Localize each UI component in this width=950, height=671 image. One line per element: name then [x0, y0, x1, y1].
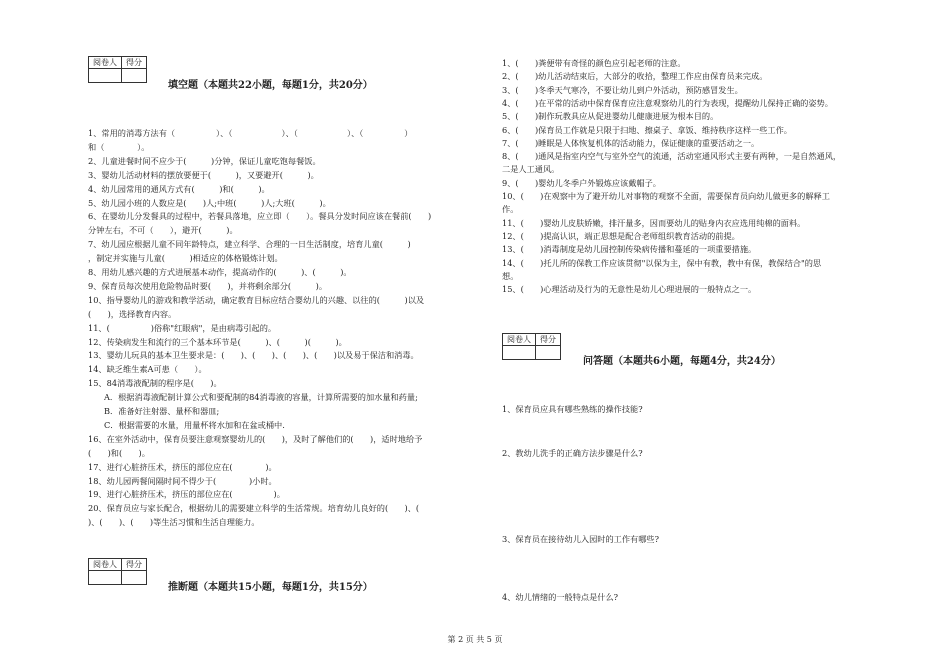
fill-question-line: 6、在婴幼儿分发餐具的过程中，若餐具落地，应立即（ ）。餐具分发时间应该在餐前( )	[88, 211, 432, 222]
fill-question-line: ，制定并实施与儿童( )相适应的体格锻炼计划。	[88, 253, 283, 264]
fill-question-line: 20、保育员应与家长配合，根据幼儿的需要建立科学的生活常规。培育幼儿良好的( )、(	[88, 503, 436, 514]
judge-question-line: 7、( )睡眠是人体恢复机体的活动能力，保证健康的重要活动之一。	[502, 137, 760, 148]
fill-question-line: 14、缺乏维生素A可患（ ）。	[88, 364, 207, 375]
judge-question-line: 12、( )提高认识，端正思想是配合老师组织教育活动的前提。	[502, 230, 740, 241]
fill-question-line: 9、保育员每次使用危险物品时要( )，并将剩余部分( )。	[88, 280, 328, 291]
section-title-qa: 问答题（本题共6小题，每题4分，共24分）	[583, 356, 781, 367]
qa-question-2: 2、教幼儿洗手的正确方法步骤是什么?	[502, 448, 643, 458]
judge-question-line: 9、( )婴幼儿冬季户外锻炼应该戴帽子。	[502, 177, 661, 188]
fill-question-line: 15、84消毒液配制的程序是( )。	[88, 378, 222, 389]
fill-question-line: 2、儿童进餐时间不应少于( )分钟，保证儿童吃饱每餐饭。	[88, 155, 321, 166]
fill-question-line: 16、在室外活动中，保育员要注意观察婴幼儿的( )，及时了解他们的( )，适时地给予	[88, 433, 423, 444]
fill-question-line: B．准备好注射器、量杯和器皿;	[104, 406, 220, 416]
reviewer-label: 阅卷人	[503, 334, 536, 346]
judge-question-line: 10、( )在观察中为了避开幼儿对事物的观察不全面，需要保育员向幼儿做更多的解释工	[502, 191, 830, 201]
judge-question-line: 11、( )婴幼儿皮肤娇嫩，排汗量多，因而要幼儿的贴身内衣应选用纯棉的面料。	[502, 217, 806, 228]
score-label: 得分	[122, 559, 147, 571]
judge-question-line: 1、( )粪便带有奇怪的颜色应引起老师的注意。	[502, 58, 686, 68]
fill-question-line: 19、进行心脏挤压术，挤压的部位应在( )。	[88, 489, 285, 500]
fill-question-line: 1、常用的消毒方法有（ ）、（ ）、（ ）、（ ）	[88, 128, 413, 138]
fill-question-line: A．根据消毒液配制计算公式和要配制的84消毒液的容量，计算所需要的加水量和药量;	[104, 392, 418, 403]
fill-question-line: 18、幼儿园两餐间隔时间不得少于( )小时。	[88, 475, 277, 486]
fill-question-line: 13、婴幼儿玩具的基本卫生要求是：( )、( )、( )、( )以及易于保洁和消毒。	[88, 350, 419, 361]
judge-question-line: 2、( )幼儿活动结束后，大部分的收拾，整理工作应由保育员来完成。	[502, 71, 768, 82]
fill-question-line: 7、幼儿园应根据儿童不同年龄特点，建立科学、合理的一日生活制度，培育儿童( )	[88, 239, 411, 250]
judge-question-line: 4、( )在平常的活动中保育保育应注意观察幼儿的行为表现，提醒幼儿保持正确的姿势。	[502, 97, 833, 108]
qa-question-1: 1、保育员应具有哪些熟练的操作技能?	[502, 404, 643, 414]
fill-question-line: 8、用幼儿感兴趣的方式进展基本动作，提高动作的( )、( )。	[88, 267, 352, 277]
judge-question-line: 想。	[502, 270, 519, 281]
score-box-judge	[88, 558, 147, 585]
judge-question-line: 6、( )保育员工作就是只限于扫地、擦桌子、拿饭、维持秩序这样一些工作。	[502, 124, 792, 135]
reviewer-cell	[503, 346, 536, 360]
fill-question-line: )、( )、( )等生活习惯和生活自理能力。	[88, 517, 260, 528]
page-footer: 第 2 页 共 5 页	[447, 635, 503, 644]
section-title-judge: 推断题（本题共15小题，每题1分，共15分）	[168, 582, 373, 593]
judge-question-line: 14、( )托儿所的保教工作应该贯彻"以保为主，保中有教，教中有保，教保结合"的思	[502, 257, 822, 268]
section-title-fill: 填空题（本题共22小题，每题1分，共20分）	[168, 80, 373, 91]
fill-question-line: ( )和( )。	[88, 447, 150, 458]
fill-question-line: 12、传染病发生和流行的三个基本环节是( )、( )( )。	[88, 336, 347, 347]
judge-question-line: 5、( )制作玩教具应从促进婴幼儿健康进展为根本目的。	[502, 111, 719, 122]
fill-question-line: ( )，选择教育内容。	[88, 308, 177, 319]
score-label: 得分	[536, 334, 561, 346]
qa-question-4: 4、幼儿情绪的一般特点是什么?	[502, 592, 619, 602]
reviewer-cell	[89, 571, 122, 585]
reviewer-label: 阅卷人	[89, 559, 122, 571]
fill-question-line: C．根据需要的水量，用量杯将水加和在盆或桶中.	[104, 419, 285, 430]
score-box-qa	[502, 333, 561, 360]
judge-question-line: 二是人工通风。	[502, 164, 560, 175]
fill-question-line: 5、幼儿园小班的人数应是( )人;中班( )人;大班( )。	[88, 197, 331, 208]
fill-question-line: 4、幼儿园常用的通风方式有( )和( )。	[88, 183, 270, 194]
judge-question-line: 8、( )通风是指室内空气与室外空气的流通，活动室通风形式主要有两种，一是自然通风，	[502, 151, 842, 162]
fill-question-line: 分钟左右，不可（ ），避开( )。	[88, 225, 238, 236]
fill-question-line: 17、进行心脏挤压术，挤压的部位应在( )。	[88, 461, 277, 472]
fill-question-line: 11、( )俗称"红眼病"，是由病毒引起的。	[88, 322, 277, 333]
reviewer-label: 阅卷人	[89, 57, 122, 69]
score-box-fill	[88, 56, 147, 83]
judge-question-line: 15、( )心理活动及行为的无意性是幼儿心理进展的一般特点之一。	[502, 284, 757, 295]
reviewer-cell	[89, 69, 122, 83]
score-label: 得分	[122, 57, 147, 69]
score-cell	[122, 69, 147, 83]
qa-question-3: 3、保育员在接待幼儿入园时的工作有哪些?	[502, 534, 659, 544]
judge-question-line: 作。	[502, 204, 519, 215]
judge-question-line: 3、( )冬季天气寒冷，不要让幼儿到户外活动，预防感冒发生。	[502, 84, 743, 95]
fill-question-line: 10、指导婴幼儿的游戏和教学活动，确定教育目标应结合婴幼儿的兴趣、以往的( )以及	[88, 294, 425, 305]
judge-question-line: 13、( )消毒制度是幼儿园控制传染病传播和蔓延的一项重要措施。	[502, 244, 757, 255]
score-cell	[536, 346, 561, 360]
fill-question-line: 3、婴幼儿活动材料的摆放要便于( )，又要避开( )。	[88, 169, 319, 180]
fill-question-line: 和（ ）。	[88, 141, 150, 152]
score-cell	[122, 571, 147, 585]
